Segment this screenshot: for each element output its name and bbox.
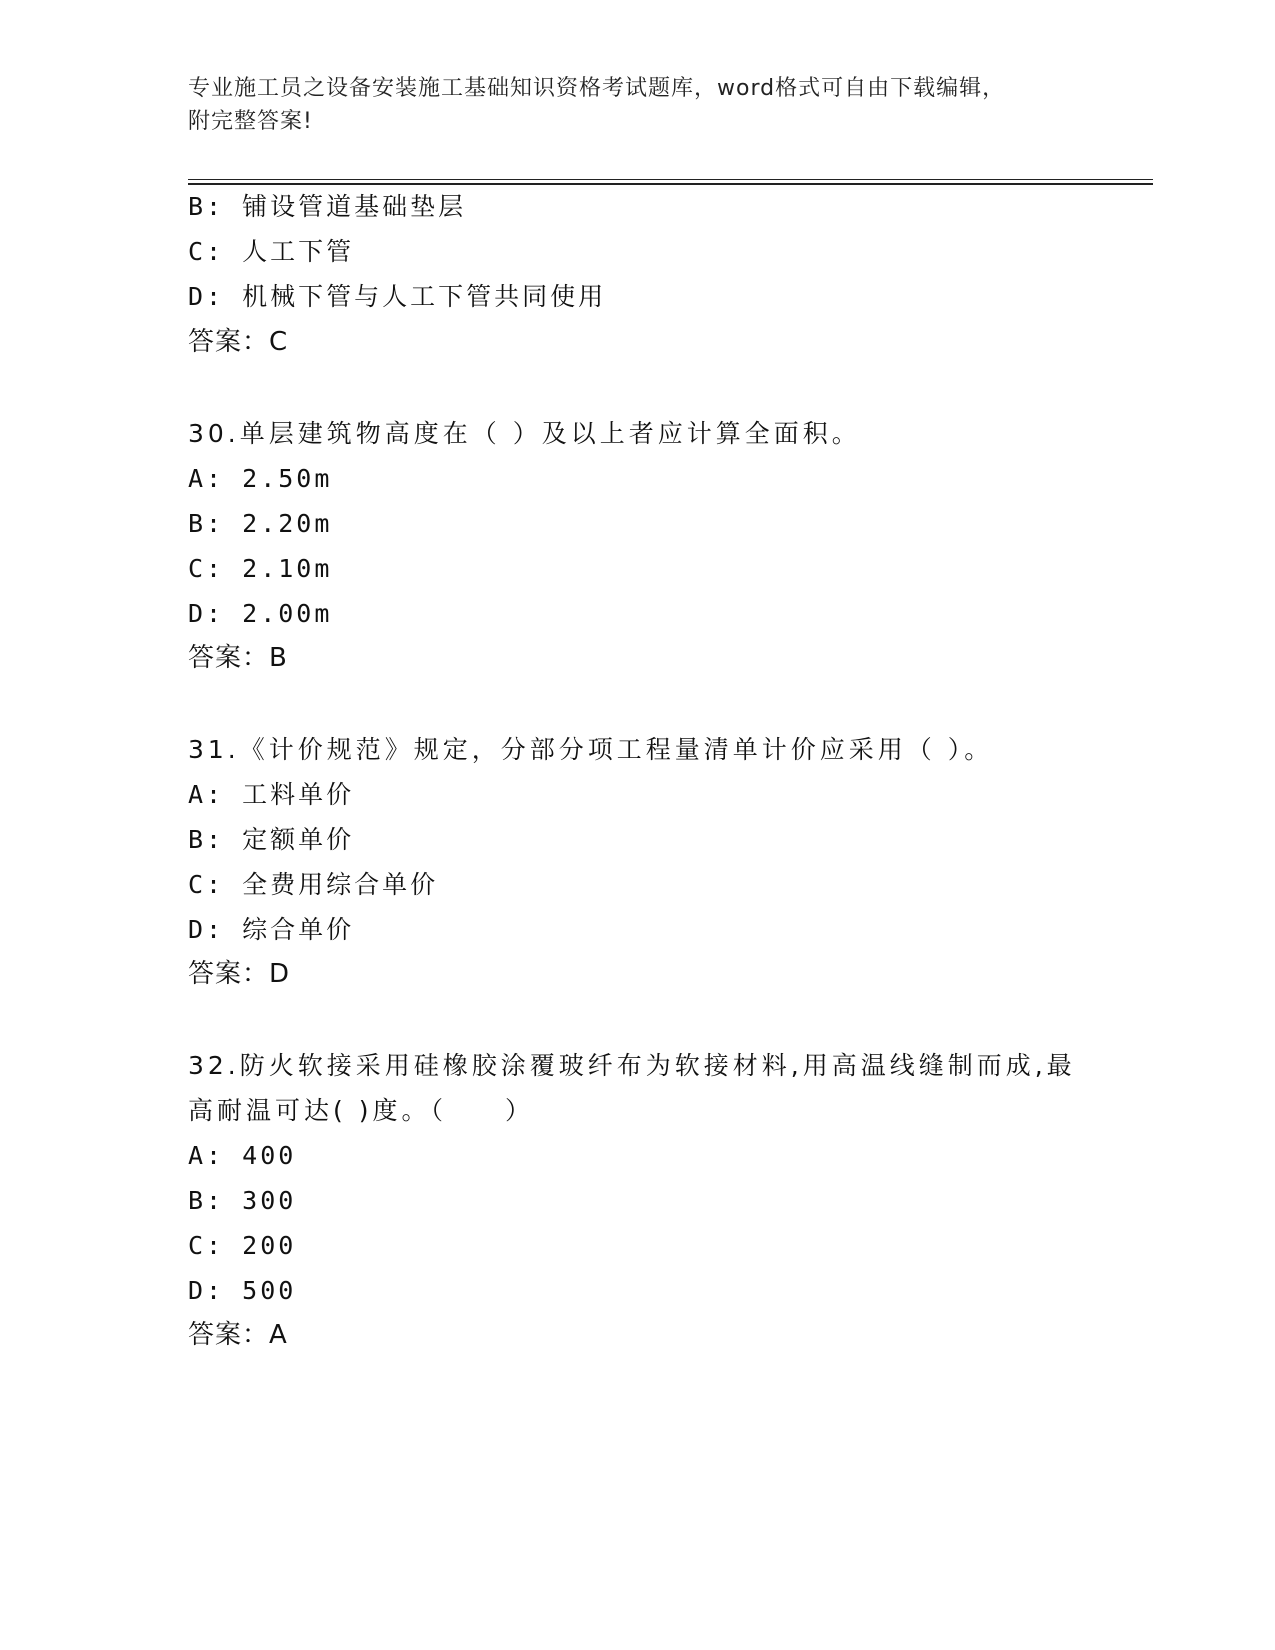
question-32-option-d: D: 500: [188, 1276, 297, 1305]
question-32-text-line-2: 高耐温可达( )度。（ ）: [188, 1096, 534, 1125]
question-31-option-c: C: 全费用综合单价: [188, 870, 439, 899]
question-30-option-b: B: 2.20m: [188, 509, 333, 538]
option-d: D: 机械下管与人工下管共同使用: [188, 282, 607, 311]
option-c: C: 人工下管: [188, 237, 355, 266]
question-30-option-a: A: 2.50m: [188, 464, 333, 493]
header-divider-top: [188, 179, 1153, 180]
question-31-option-b: B: 定额单价: [188, 825, 355, 854]
header-line-1: 专业施工员之设备安装施工基础知识资格考试题库，word格式可自由下载编辑，: [188, 76, 1006, 101]
answer-line: 答案：C: [188, 327, 289, 357]
question-30-answer: 答案：B: [188, 643, 288, 673]
question-31-option-a: A: 工料单价: [188, 780, 355, 809]
header-line-2: 附完整答案!: [188, 109, 313, 134]
question-31-answer: 答案：D: [188, 959, 291, 989]
question-32-text-line-1: 32.防火软接采用硅橡胶涂覆玻纤布为软接材料,用高温线缝制而成,最: [188, 1051, 1076, 1080]
question-30-option-d: D: 2.00m: [188, 599, 333, 628]
question-31-text: 31.《计价规范》规定，分部分项工程量清单计价应采用（ ）。: [188, 735, 994, 764]
question-32-answer: 答案：A: [188, 1320, 288, 1350]
question-31-option-d: D: 综合单价: [188, 915, 355, 944]
question-30-text: 30.单层建筑物高度在（ ）及以上者应计算全面积。: [188, 419, 861, 448]
question-30-option-c: C: 2.10m: [188, 554, 333, 583]
option-b: B: 铺设管道基础垫层: [188, 192, 467, 221]
question-32-option-c: C: 200: [188, 1231, 297, 1260]
question-32-option-a: A: 400: [188, 1141, 297, 1170]
document-header: [188, 72, 1088, 138]
question-32-option-b: B: 300: [188, 1186, 297, 1215]
header-divider-bottom: [188, 183, 1153, 185]
